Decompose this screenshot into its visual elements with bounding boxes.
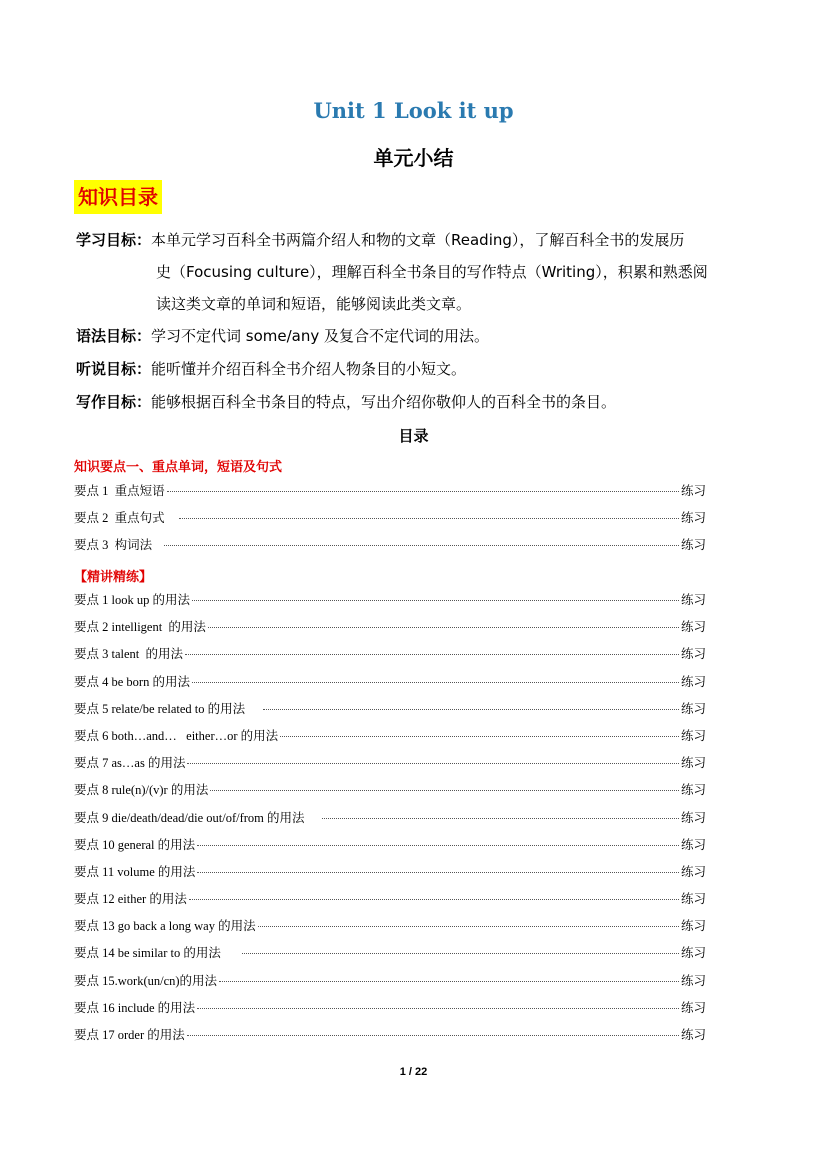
dot-leader xyxy=(187,1035,679,1036)
toc-entry[interactable] xyxy=(74,535,706,562)
toc-entry-text: 要点 3 talent 的用法 xyxy=(74,647,184,662)
toc-entry[interactable] xyxy=(74,971,706,998)
toc-entry-page: 练习 xyxy=(680,999,706,1015)
toc-entry-text: 要点 2 重点句式 xyxy=(74,511,178,526)
goal-text: 史（Focusing culture），理解百科全书条目的写作特点（Writing），积累和熟悉阅 xyxy=(156,263,708,281)
toc-entry-text: 要点 3 构词法 xyxy=(74,538,162,553)
goal-text: 能听懂并介绍百科全书介绍人物条目的小短文。 xyxy=(151,360,467,378)
grammar-goal xyxy=(76,320,756,352)
toc-entry[interactable] xyxy=(74,916,706,943)
dot-leader xyxy=(167,491,679,492)
goal-text: 能够根据百科全书条目的特点，写出介绍你敬仰人的百科全书的条目。 xyxy=(151,393,617,411)
dot-leader xyxy=(280,736,679,737)
listening-speaking-goal xyxy=(76,353,756,385)
toc-entry-text: 要点 17 order 的用法 xyxy=(74,1028,185,1042)
toc-entry-page: 练习 xyxy=(680,945,706,961)
toc-entry[interactable] xyxy=(74,808,706,835)
dot-leader xyxy=(219,981,679,982)
toc-entry-page: 练习 xyxy=(680,646,706,662)
dot-leader xyxy=(189,899,679,900)
toc-entry-text: 要点 4 be born 的用法 xyxy=(74,674,190,689)
toc-entry-text: 要点 11 volume 的用法 xyxy=(74,864,196,879)
toc-entry[interactable] xyxy=(74,508,706,535)
goal-label: 语法目标： xyxy=(76,327,152,345)
toc-entry-text: 要点 6 both…and… either…or 的用法 xyxy=(74,728,279,743)
toc-entry-text: 要点 10 general 的用法 xyxy=(74,837,196,852)
toc-entry[interactable] xyxy=(74,699,706,726)
toc-entry[interactable] xyxy=(74,481,706,508)
toc-entry-text: 要点 12 either 的用法 xyxy=(74,892,187,907)
toc-title: 目录 xyxy=(398,427,429,445)
toc-entry-page: 练习 xyxy=(680,1027,706,1042)
toc-entry[interactable] xyxy=(74,644,706,671)
document-title: Unit 1 Look it up xyxy=(313,98,514,123)
toc-entry-page: 练习 xyxy=(680,619,706,635)
goal-label: 写作目标： xyxy=(76,393,152,411)
goal-text: 学习不定代词 some/any 及复合不定代词的用法。 xyxy=(151,327,490,345)
dot-leader xyxy=(197,1008,679,1009)
goal-text: 本单元学习百科全书两篇介绍人和物的文章（Reading），了解百科全书的发展历 xyxy=(151,231,685,249)
dot-leader xyxy=(263,709,679,710)
toc-entry[interactable] xyxy=(74,780,706,807)
dot-leader xyxy=(164,545,679,546)
writing-goal xyxy=(76,386,756,418)
toc-entry[interactable] xyxy=(74,726,706,753)
toc-entry[interactable] xyxy=(74,862,706,889)
toc-entry-page: 练习 xyxy=(680,727,706,743)
toc-entry[interactable] xyxy=(74,590,706,617)
toc-entry-text: 要点 15.work(un/cn)的用法 xyxy=(74,973,218,988)
toc-entry-text: 要点 16 include 的用法 xyxy=(74,1000,196,1015)
toc-entry-text: 要点 5 relate/be related to 的用法 xyxy=(74,701,261,716)
toc-part1-heading: 知识要点一、重点单词，短语及句式 xyxy=(74,460,283,475)
goal-label: 听说目标： xyxy=(76,360,152,378)
toc-entry-page: 练习 xyxy=(680,809,706,825)
goal-label: 学习目标： xyxy=(76,231,152,249)
dot-leader xyxy=(322,818,679,819)
toc-entry-text: 要点 9 die/death/dead/die out/of/from 的用法 xyxy=(74,810,321,825)
toc-entry[interactable] xyxy=(74,998,706,1025)
toc-entry[interactable] xyxy=(74,1025,706,1052)
toc-entry-page: 练习 xyxy=(680,755,706,771)
toc-entry-page: 练习 xyxy=(680,782,706,798)
dot-leader xyxy=(187,763,679,764)
toc-entry-text: 要点 1 重点短语 xyxy=(74,484,165,498)
dot-leader xyxy=(208,627,679,628)
toc-entry[interactable] xyxy=(74,753,706,780)
toc-entry[interactable] xyxy=(74,835,706,862)
toc-entry-page: 练习 xyxy=(680,836,706,852)
dot-leader xyxy=(197,845,679,846)
dot-leader xyxy=(197,872,679,873)
dot-leader xyxy=(185,654,679,655)
toc-part2-list xyxy=(74,590,706,1052)
toc-entry-text: 要点 14 be similar to 的用法 xyxy=(74,946,240,961)
dot-leader xyxy=(192,682,679,683)
toc-entry-text: 要点 13 go back a long way 的用法 xyxy=(74,919,256,934)
toc-entry-page: 练习 xyxy=(680,592,706,607)
toc-entry-text: 要点 8 rule(n)/(v)r 的用法 xyxy=(74,783,209,798)
toc-entry-page: 练习 xyxy=(680,700,706,716)
section-tag: 知识目录 xyxy=(74,180,162,214)
toc-entry-page: 练习 xyxy=(680,537,706,553)
document-subtitle: 单元小结 xyxy=(373,146,454,170)
toc-entry[interactable] xyxy=(74,943,706,970)
toc-entry-page: 练习 xyxy=(680,673,706,689)
toc-part1-list xyxy=(74,481,706,563)
learning-goal xyxy=(76,224,756,320)
toc-entry-text: 要点 1 look up 的用法 xyxy=(74,593,190,607)
toc-entry-page: 练习 xyxy=(680,483,706,498)
toc-entry-text: 要点 7 as…as 的用法 xyxy=(74,756,186,771)
toc-entry-text: 要点 2 intelligent 的用法 xyxy=(74,620,206,635)
toc-entry-page: 练习 xyxy=(680,918,706,934)
dot-leader xyxy=(258,926,679,927)
goal-text: 读这类文章的单词和短语，能够阅读此类文章。 xyxy=(156,295,472,313)
dot-leader xyxy=(192,600,679,601)
toc-entry[interactable] xyxy=(74,889,706,916)
dot-leader xyxy=(242,953,679,954)
toc-entry-page: 练习 xyxy=(680,863,706,879)
toc-entry[interactable] xyxy=(74,617,706,644)
toc-entry-page: 练习 xyxy=(680,972,706,988)
toc-part2-heading: 【精讲精练】 xyxy=(74,570,153,585)
toc-entry-page: 练习 xyxy=(680,510,706,526)
toc-entry-page: 练习 xyxy=(680,891,706,907)
dot-leader xyxy=(179,518,679,519)
page-number: 1 / 22 xyxy=(399,1066,428,1078)
dot-leader xyxy=(210,790,679,791)
toc-entry[interactable] xyxy=(74,672,706,699)
